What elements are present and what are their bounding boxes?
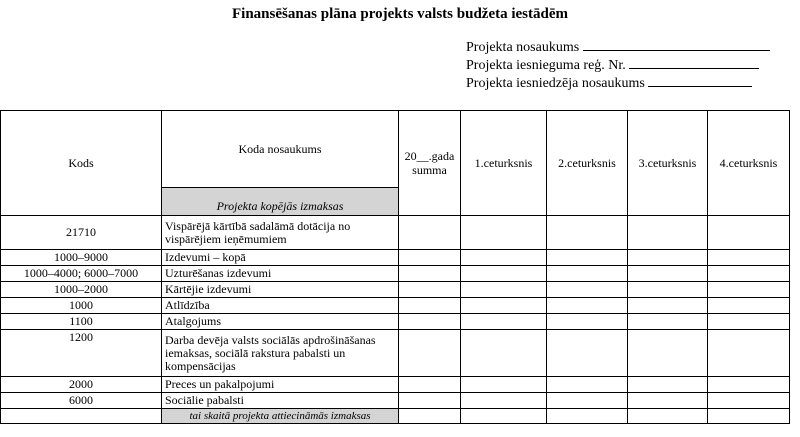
- row-name: Sociālie pabalsti: [162, 393, 399, 409]
- row-name: Izdevumi – kopā: [162, 250, 399, 266]
- cell-q1[interactable]: [461, 282, 547, 298]
- cell-q4[interactable]: [708, 393, 790, 409]
- row-name: Uzturēšanas izdevumi: [162, 266, 399, 282]
- cell-q3[interactable]: [628, 377, 708, 393]
- cell-year-sum[interactable]: [399, 250, 461, 266]
- cell-q1[interactable]: [461, 377, 547, 393]
- project-reg-nr-row: [466, 56, 770, 74]
- header-q1: 1.ceturksnis: [461, 111, 547, 216]
- cell-q2[interactable]: [547, 377, 628, 393]
- project-name-label: Projekta nosaukums: [466, 40, 580, 55]
- cell-q1[interactable]: [461, 216, 547, 250]
- table-row: [1, 298, 790, 314]
- table-row: [1, 266, 790, 282]
- table-row: [1, 409, 790, 424]
- row-kods: 2000: [1, 377, 162, 393]
- header-gada-summa: [399, 111, 461, 216]
- table-row: [1, 250, 790, 266]
- cell-q2[interactable]: [547, 266, 628, 282]
- cell-q1[interactable]: [461, 250, 547, 266]
- cell-q3[interactable]: [628, 250, 708, 266]
- cell-q4[interactable]: [708, 409, 790, 424]
- project-reg-nr-blank[interactable]: [629, 56, 759, 69]
- header-q2: 2.ceturksnis: [547, 111, 628, 216]
- subheader-total-costs: Projekta kopējās izmaksas: [162, 188, 399, 216]
- cell-year-sum[interactable]: [399, 314, 461, 330]
- project-info-block: [466, 38, 770, 92]
- cell-year-sum[interactable]: [399, 282, 461, 298]
- cell-q2[interactable]: [547, 409, 628, 424]
- cell-q3[interactable]: [628, 298, 708, 314]
- row-kods: 1000: [1, 298, 162, 314]
- cell-q4[interactable]: [708, 266, 790, 282]
- row-name: Vispārējā kārtībā sadalāmā dotācija no vispārējiem ieņēmumiem: [162, 216, 399, 250]
- row-kods: 1000–2000: [1, 282, 162, 298]
- table-row: [1, 393, 790, 409]
- row-kods: 21710: [1, 216, 162, 250]
- cell-q3[interactable]: [628, 330, 708, 377]
- cell-q2[interactable]: [547, 314, 628, 330]
- table-row: [1, 216, 790, 250]
- cell-q2[interactable]: [547, 330, 628, 377]
- cell-q1[interactable]: [461, 393, 547, 409]
- cell-year-sum[interactable]: [399, 377, 461, 393]
- row-name-eligible-costs: tai skaitā projekta attiecināmās izmaksas: [162, 409, 399, 424]
- cell-q3[interactable]: [628, 409, 708, 424]
- cell-year-sum[interactable]: [399, 266, 461, 282]
- cell-year-sum[interactable]: [399, 330, 461, 377]
- header-q4: 4.ceturksnis: [708, 111, 790, 216]
- cell-q2[interactable]: [547, 250, 628, 266]
- cell-q3[interactable]: [628, 266, 708, 282]
- cell-q2[interactable]: [547, 282, 628, 298]
- cell-q3[interactable]: [628, 314, 708, 330]
- cell-q1[interactable]: [461, 330, 547, 377]
- cell-q4[interactable]: [708, 377, 790, 393]
- cell-q4[interactable]: [708, 250, 790, 266]
- cell-q4[interactable]: [708, 216, 790, 250]
- cell-q1[interactable]: [461, 314, 547, 330]
- cell-year-sum[interactable]: [399, 409, 461, 424]
- row-kods: 1200: [1, 330, 162, 377]
- cell-q1[interactable]: [461, 409, 547, 424]
- header-gada-summa-line1: 20__.gada: [404, 149, 455, 163]
- row-name: Kārtējie izdevumi: [162, 282, 399, 298]
- cell-q4[interactable]: [708, 330, 790, 377]
- cell-q1[interactable]: [461, 266, 547, 282]
- cell-q3[interactable]: [628, 282, 708, 298]
- row-kods: 6000: [1, 393, 162, 409]
- row-kods: 1000–4000; 6000–7000: [1, 266, 162, 282]
- cell-q3[interactable]: [628, 393, 708, 409]
- financing-plan-table: [0, 110, 790, 424]
- header-kods: Kods: [1, 111, 162, 216]
- cell-year-sum[interactable]: [399, 216, 461, 250]
- header-q3: 3.ceturksnis: [628, 111, 708, 216]
- cell-q4[interactable]: [708, 282, 790, 298]
- table-row: [1, 330, 790, 377]
- cell-q3[interactable]: [628, 216, 708, 250]
- project-name-row: [466, 38, 770, 56]
- project-applicant-blank[interactable]: [648, 74, 752, 87]
- row-name: Atalgojums: [162, 314, 399, 330]
- row-name: Preces un pakalpojumi: [162, 377, 399, 393]
- table-row: [1, 377, 790, 393]
- cell-q4[interactable]: [708, 314, 790, 330]
- row-kods: [1, 409, 162, 424]
- project-applicant-row: [466, 74, 770, 92]
- cell-q1[interactable]: [461, 298, 547, 314]
- header-gada-summa-line2: summa: [412, 163, 447, 177]
- cell-q4[interactable]: [708, 298, 790, 314]
- cell-year-sum[interactable]: [399, 393, 461, 409]
- project-reg-nr-label: Projekta iesnieguma reģ. Nr.: [466, 58, 626, 73]
- row-kods: 1100: [1, 314, 162, 330]
- cell-q2[interactable]: [547, 393, 628, 409]
- project-name-blank[interactable]: [583, 38, 770, 51]
- header-koda-nosaukums: Koda nosaukums: [162, 111, 399, 188]
- table-row: [1, 282, 790, 298]
- table-row: [1, 314, 790, 330]
- cell-q2[interactable]: [547, 216, 628, 250]
- row-kods: 1000–9000: [1, 250, 162, 266]
- cell-q2[interactable]: [547, 298, 628, 314]
- row-name: Atlīdzība: [162, 298, 399, 314]
- project-applicant-label: Projekta iesniedzēja nosaukums: [466, 76, 645, 91]
- cell-year-sum[interactable]: [399, 298, 461, 314]
- header-row: [1, 111, 790, 188]
- document-title: Finansēšanas plāna projekts valsts budžeta iestādēm: [231, 6, 568, 22]
- row-name: Darba devēja valsts sociālās apdrošināšanas iemaksas, sociālā rakstura pabalsti un kompensācijas: [162, 330, 399, 377]
